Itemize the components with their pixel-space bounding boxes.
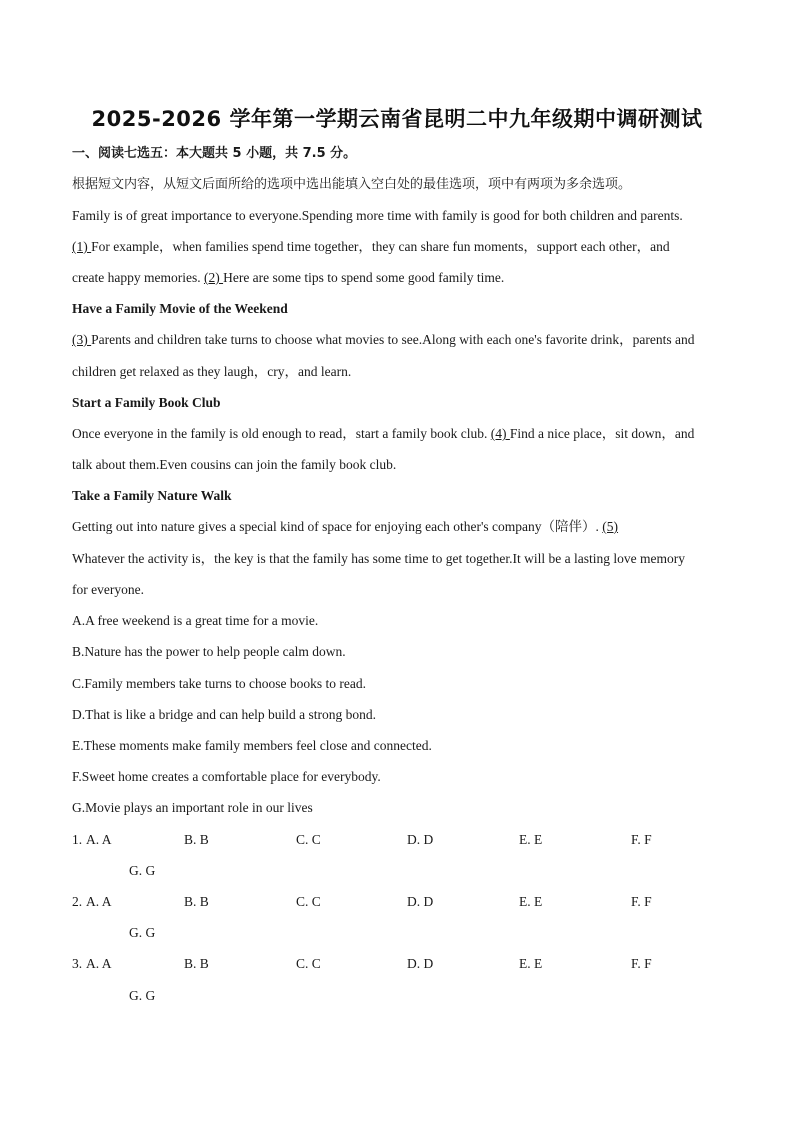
question-number: 2.: [72, 894, 83, 909]
blank-4: (4): [490, 426, 510, 441]
passage-text: Getting out into nature gives a special kind of space for enjoying each other's company（陪伴）.: [72, 519, 603, 534]
passage-text: Here are some tips to spend some good family time.: [223, 270, 505, 285]
answer-option-g[interactable]: G. G: [129, 988, 156, 1003]
choice-item: E.These moments make family members feel close and connected.: [72, 738, 432, 753]
answer-option-g[interactable]: G. G: [129, 863, 156, 878]
passage-line: children get relaxed as they laugh，cry，and learn.: [72, 364, 352, 379]
answer-option-e[interactable]: E. E: [519, 956, 543, 971]
choice-item: D.That is like a bridge and can help build a strong bond.: [72, 707, 377, 722]
passage-text: Parents and children take turns to choose what movies to see.Along with each one's favorite drink，parents and: [91, 332, 695, 347]
answer-option-a[interactable]: A. A: [86, 832, 112, 847]
passage-line: [72, 238, 732, 256]
passage-line: [72, 518, 732, 536]
answer-option-e[interactable]: E. E: [519, 894, 543, 909]
answer-option-d[interactable]: D. D: [407, 832, 434, 847]
section-heading: 一、阅读七选五：本大题共 5 小题，共 7.5 分。: [72, 146, 357, 161]
passage-line: [72, 425, 732, 443]
answer-option-f[interactable]: F. F: [631, 832, 652, 847]
passage-text: Once everyone in the family is old enough to read，start a family book club.: [72, 426, 491, 441]
subheading-nature-walk: Take a Family Nature Walk: [72, 488, 232, 503]
choice-item: F.Sweet home creates a comfortable place for everybody.: [72, 769, 381, 784]
answer-option-d[interactable]: D. D: [407, 894, 434, 909]
answer-option-c[interactable]: C. C: [296, 832, 321, 847]
page-title: 2025-2026 学年第一学期云南省昆明二中九年级期中调研测试: [91, 107, 703, 131]
blank-3: (3): [72, 332, 92, 347]
choice-item: C.Family members take turns to choose books to read.: [72, 676, 366, 691]
answer-option-f[interactable]: F. F: [631, 956, 652, 971]
passage-text: Find a nice place，sit down，and: [509, 426, 695, 441]
answer-option-b[interactable]: B. B: [184, 832, 209, 847]
subheading-movie: Have a Family Movie of the Weekend: [72, 301, 288, 316]
answer-option-d[interactable]: D. D: [407, 956, 434, 971]
passage-line: [72, 269, 732, 287]
passage-line: talk about them.Even cousins can join the family book club.: [72, 457, 397, 472]
answer-option-e[interactable]: E. E: [519, 832, 543, 847]
passage-text: create happy memories.: [72, 270, 204, 285]
passage-line: Whatever the activity is，the key is that the family has some time to get together.It will be a lasting love memory: [72, 551, 685, 566]
passage-line: for everyone.: [72, 582, 144, 597]
blank-5: (5): [602, 519, 619, 534]
instruction-text: 根据短文内容，从短文后面所给的选项中选出能填入空白处的最佳选项，项中有两项为多余选项。: [72, 177, 632, 192]
choice-item: B.Nature has the power to help people calm down.: [72, 644, 346, 659]
passage-text: For example，when families spend time together，they can share fun moments，support each other，and: [91, 239, 670, 254]
answer-option-a[interactable]: A. A: [86, 894, 112, 909]
answer-option-g[interactable]: G. G: [129, 925, 156, 940]
answer-option-c[interactable]: C. C: [296, 956, 321, 971]
passage-line: [72, 331, 732, 349]
answer-option-b[interactable]: B. B: [184, 894, 209, 909]
subheading-book-club: Start a Family Book Club: [72, 395, 221, 410]
choice-item: A.A free weekend is a great time for a movie.: [72, 613, 319, 628]
blank-1: (1): [72, 239, 92, 254]
answer-option-b[interactable]: B. B: [184, 956, 209, 971]
answer-option-f[interactable]: F. F: [631, 894, 652, 909]
question-number: 1.: [72, 832, 83, 847]
answer-option-a[interactable]: A. A: [86, 956, 112, 971]
choice-item: G.Movie plays an important role in our lives: [72, 800, 313, 815]
question-number: 3.: [72, 956, 83, 971]
blank-2: (2): [203, 270, 224, 285]
answer-option-c[interactable]: C. C: [296, 894, 321, 909]
passage-line: Family is of great importance to everyone.Spending more time with family is good for both children and parents.: [72, 208, 683, 223]
